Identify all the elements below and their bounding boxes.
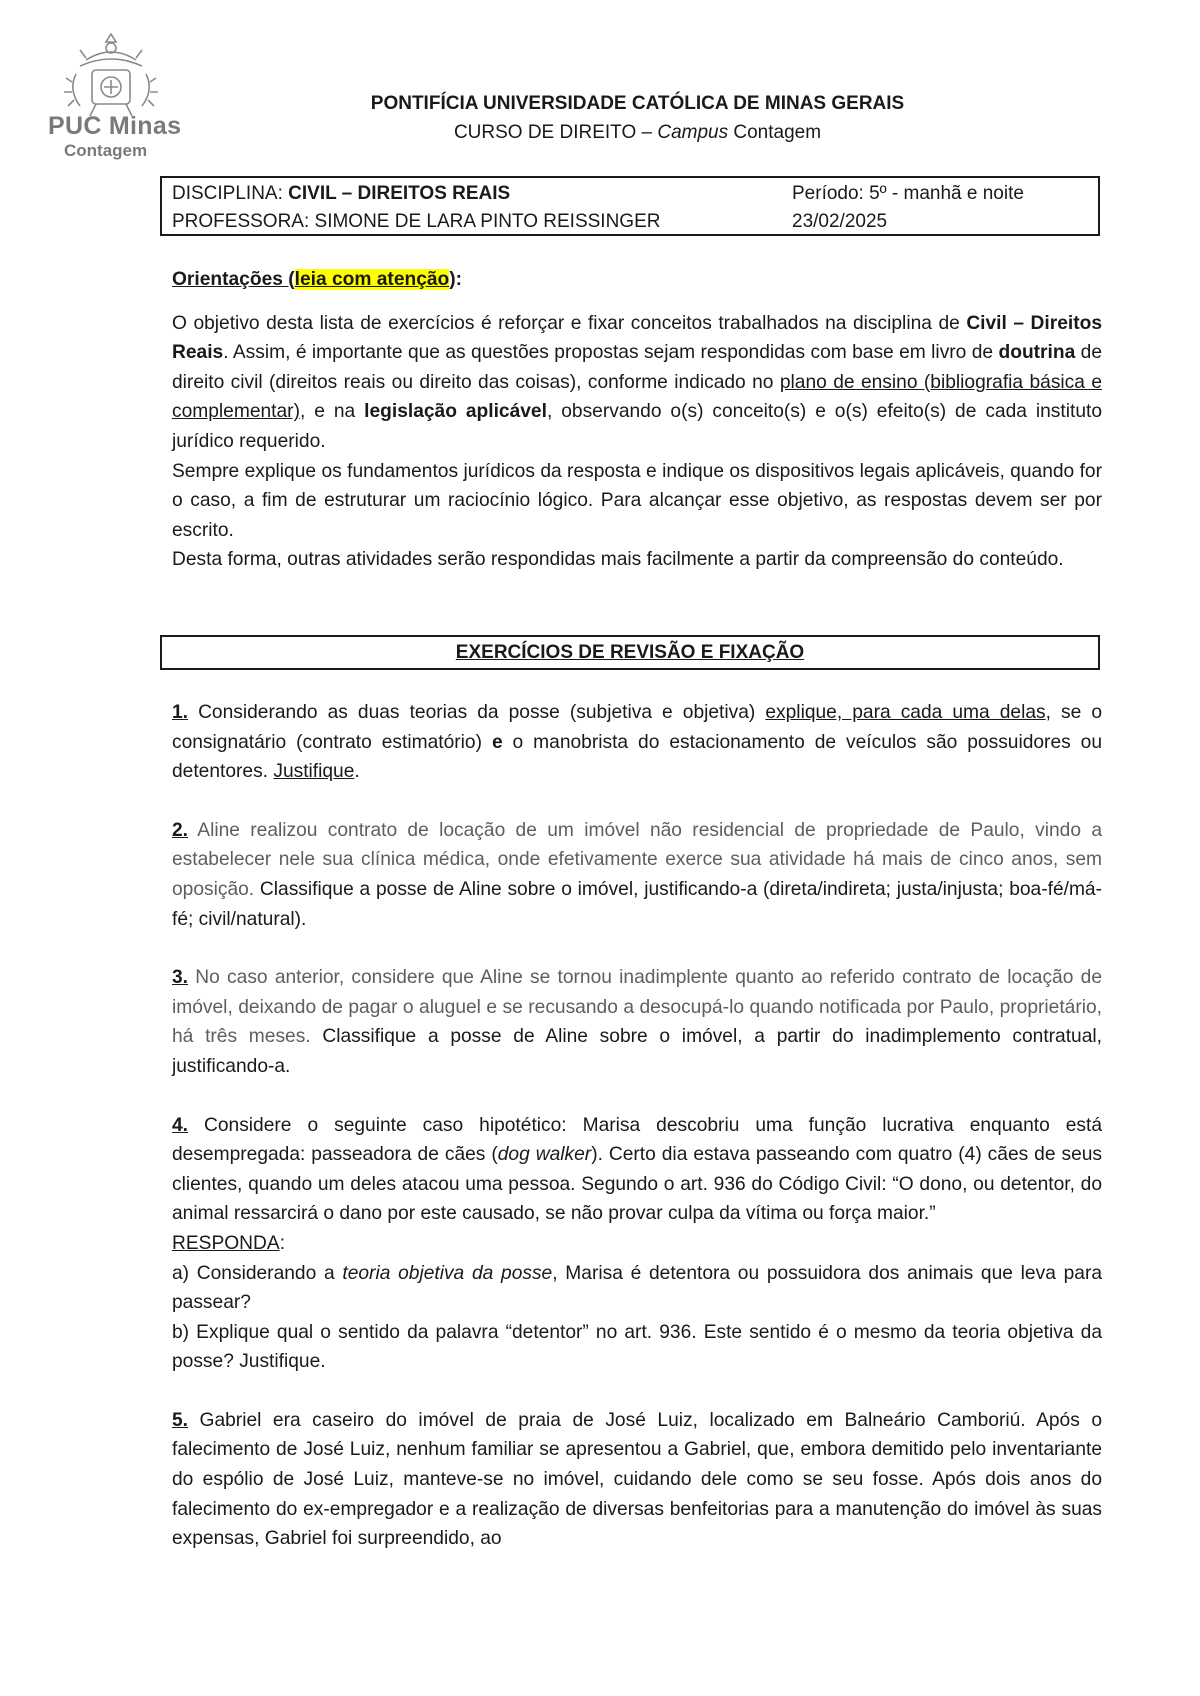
q1-c: , se o consignatário (contrato estimatório) [172,702,1103,753]
q4-respond-label: RESPONDA [172,1232,280,1254]
p1-i: , observando o(s) conceito(s) e o(s) efeito(s) de cada instituto jurídico requerido. [172,401,1102,452]
p1-h: legislação aplicável [364,401,547,423]
q4-ia-b: teoria objetiva da posse [342,1262,553,1284]
professor: PROFESSORA: SIMONE DE LARA PINTO REISSINGER [172,211,661,232]
orientations-title [172,265,1102,295]
q2-a: Aline realizou contrato de locação de um imóvel não residencial de propriedade de Paulo, vindo a estabelecer nele sua clínica médica, onde efetivamente exerce sua atividade há mais de cinco anos, sem oposição. [172,819,1102,900]
q4-c: ). Certo dia estava passeando com quatro (4) cães de seus clientes, quando um deles atacou uma pessoa. Segundo o art. 936 do Código Civil: “O dono, ou detentor, do animal ressarcirá o dano por este causado, se não provar culpa da vítima ou força maior.” [172,1144,1103,1225]
p1-e: de direito civil (direitos reais ou direito das coisas), conforme indicado no [172,342,1102,393]
p1-c: . Assim, é importante que as questões propostas sejam respondidas com base em livro de [223,342,999,364]
q1-a: Considerando as duas teorias da posse (subjetiva e objetiva) [188,702,766,723]
q4-respond-colon: : [279,1232,286,1254]
orientations-title-highlight: leia com atenção [294,269,450,290]
p1-f: plano de ensino (bibliografia básica e complementar) [172,371,1103,423]
logo-campus: Contagem [64,141,148,160]
questions-list [172,698,1102,1583]
q4-ia-c: , Marisa é detentora ou possuidora dos animais que leva para passear? [172,1262,1102,1314]
period: Período: 5º - manhã e noite [792,183,1024,204]
p1-a: O objetivo desta lista de exercícios é reforçar e fixar conceitos trabalhados na disciplina de [172,312,967,334]
university-name: PONTIFÍCIA UNIVERSIDADE CATÓLICA DE MINAS GERAIS [370,93,905,114]
document-header [160,89,1115,147]
orientations-title-a: Orientações ( [172,269,295,290]
q3-b: Classifique a posse de Aline sobre o imóvel, a partir do inadimplemento contratual, justificando-a. [172,1026,1102,1077]
question-number: 1. [172,702,189,723]
question-5 [172,1406,1102,1554]
logo-name: PUC Minas [48,112,182,140]
discipline-label: DISCIPLINA: [172,183,289,204]
section-title-box [160,635,1100,670]
question-number: 3. [172,967,189,989]
p1-d: doutrina [998,342,1076,364]
question-4 [172,1111,1102,1377]
orientations-section [172,265,1102,575]
orientations-paragraph-2: Sempre explique os fundamentos jurídicos da resposta e indique os dispositivos legais aplicáveis, quando for o caso, a fim de estruturar um raciocínio lógico. Para alcançar esse objetivo, as respostas devem ser por escrito. [172,460,1102,541]
q1-f: Justifique [273,761,355,783]
q1-d: e [491,731,503,753]
q3-a: No caso anterior, considere que Aline se tornou inadimplente quanto ao referido contrato de locação de imóvel, deixando de pagar o aluguel e se recusando a desocupá-lo quando notificada por Paulo, proprietário, há três meses. [172,967,1102,1048]
course-info-box [160,176,1100,236]
p1-b: Civil – Direitos Reais [172,312,1102,364]
orientations-paragraph-3: Desta forma, outras atividades serão respondidas mais facilmente a partir da compreensão do conteúdo. [172,549,1064,571]
question-number: 4. [172,1114,189,1136]
q4-a: Considere o seguinte caso hipotético: Marisa descobriu uma função lucrativa enquanto está desempregada: passeadora de cães ( [172,1114,1102,1166]
q4-item-a [172,1259,1102,1318]
q1-g: . [354,761,360,783]
question-3 [172,963,1102,1081]
question-number: 2. [172,819,189,841]
q1-b: explique, para cada uma delas [765,702,1046,723]
course-suffix: Contagem [728,122,822,143]
orientations-paragraph-1 [172,309,1102,457]
course-campus: Campus [657,122,729,143]
question-number: 5. [172,1409,189,1431]
q4-ia-a: a) Considerando a [172,1262,343,1284]
orientations-title-b: ) [449,269,456,290]
course-name [160,118,1115,147]
q4-respond [172,1229,1102,1259]
q2-b: Classifique a posse de Aline sobre o imóvel, justificando-a (direta/indireta; justa/injusta; boa-fé/má-fé; civil/natural). [172,878,1102,930]
section-title: EXERCÍCIOS DE REVISÃO E FIXAÇÃO [455,642,805,663]
discipline-value: CIVIL – DIREITOS REAIS [288,183,511,204]
q4-b: dog walker [497,1144,592,1166]
q5-a: Gabriel era caseiro do imóvel de praia de José Luiz, localizado em Balneário Camboriú. Após o falecimento de José Luiz, nenhum familiar se apresentou a Gabriel, que, embora demitido pelo inventariante do espólio de José Luiz, manteve-se no imóvel, cuidando dele como se seu fosse. Após dois anos do falecimento do ex-empregador e a realização de diversas benfeitorias para a manutenção do imóvel às suas expensas, Gabriel foi surpreendido, ao [172,1409,1102,1550]
p1-g: , e na [299,401,365,423]
orientations-title-colon: : [455,269,463,290]
question-1 [172,698,1102,787]
q4-item-b: b) Explique qual o sentido da palavra “detentor” no art. 936. Este sentido é o mesmo da teoria objetiva da posse? Justifique. [172,1321,1102,1373]
coat-of-arms-icon [46,30,176,120]
q4-statement [172,1111,1102,1229]
discipline [172,180,510,208]
course-prefix: CURSO DE DIREITO – [453,122,658,143]
date: 23/02/2025 [792,211,888,232]
q1-e: o manobrista do estacionamento de veículos são possuidores ou detentores. [172,731,1103,783]
question-2 [172,816,1102,934]
